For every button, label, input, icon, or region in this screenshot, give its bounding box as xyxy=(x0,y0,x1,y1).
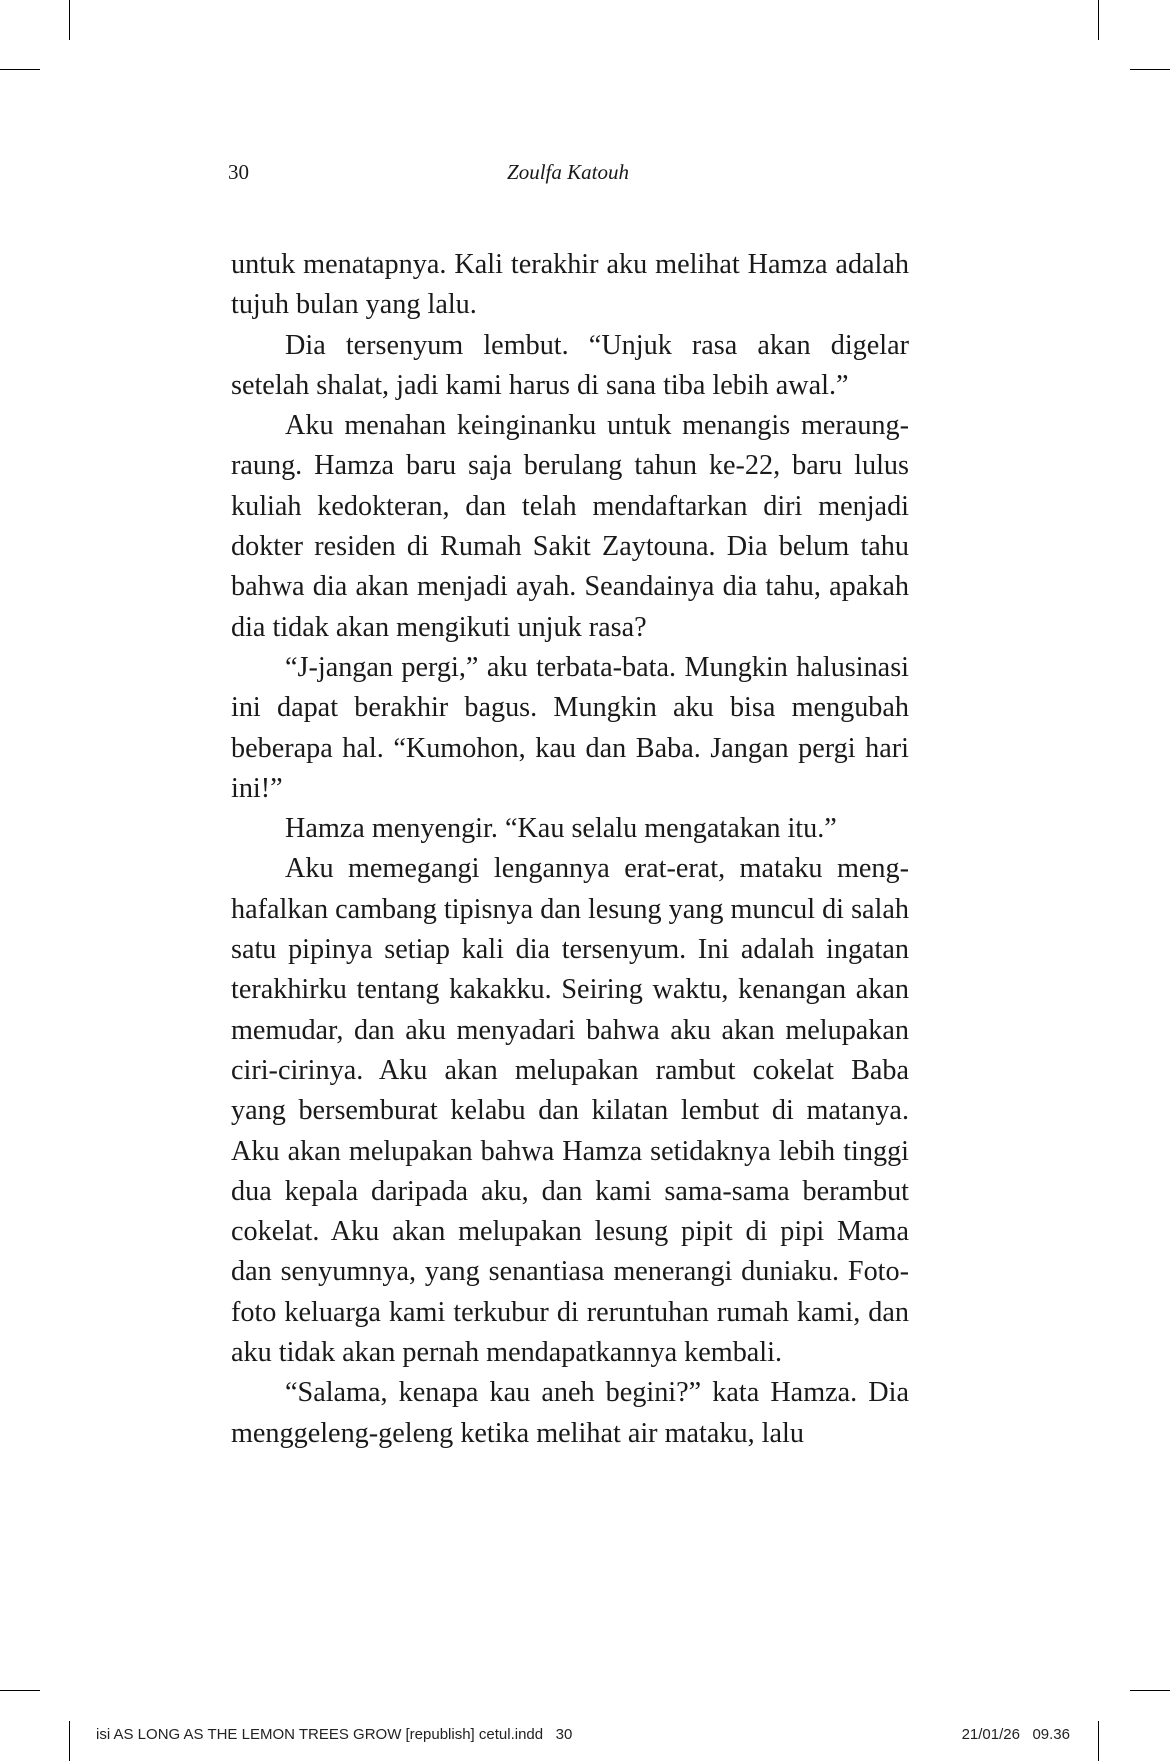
paragraph-6: Aku memegangi lengannya erat-erat, mataku menghafalkan cambang tipisnya dan lesung yang muncul di salah satu pipinya setiap kali dia tersenyum. Ini adalah ingatan terakhirku tentang kakakku. Seiring waktu, kenangan akan memudar, dan aku menyadari bahwa aku akan melupakan ciri-cirinya. Aku akan melupakan rambut cokelat Baba yang bersemburat kelabu dan kilatan lembut di matanya. Aku akan melupakan bahwa Hamza setidaknya lebih tinggi dua kepala daripada aku, dan kami sama-sama berambut cokelat. Aku akan melupakan lesung pipit di pipi Mama dan senyumnya, yang senantiasa menerangi duniaku. Foto-foto keluarga kami terkubur di reruntuhan rumah kami, dan aku tidak akan pernah mendapatkannya kembali. xyxy=(231,853,909,1369)
slug-file-info: isi AS LONG AS THE LEMON TREES GROW [republish] cetul.indd 30 xyxy=(96,1726,573,1743)
printer-slug xyxy=(0,1726,1170,1750)
body-text xyxy=(231,245,909,1454)
crop-mark-bottom-left-h xyxy=(0,1690,40,1691)
crop-mark-top-left xyxy=(69,0,70,40)
paragraph-5: Hamza menyengir. “Kau selalu mengatakan itu.” xyxy=(285,813,837,845)
crop-mark-top-right xyxy=(1098,0,1099,40)
paragraph-3: Aku menahan keinginanku untuk menangis meraung-raung. Hamza baru saja berulang tahun ke-22, baru lulus kuliah kedokteran, dan telah mendaftarkan diri menjadi dokter residen di Rumah Sakit Zaytouna. Dia belum tahu bahwa dia akan menjadi ayah. Seandainya dia tahu, apakah dia tidak akan mengikuti unjuk rasa? xyxy=(231,410,909,643)
paragraph-1: untuk menatapnya. Kali terakhir aku melihat Hamza adalah tujuh bulan yang lalu. xyxy=(231,249,909,321)
page-number: 30 xyxy=(228,160,249,184)
paragraph-4: “J-jangan pergi,” aku terbata-bata. Mungkin halusinasi ini dapat berakhir bagus. Mungkin aku bisa mengubah beberapa hal. “Kumohon, kau dan Baba. Jangan pergi hari ini!” xyxy=(231,651,909,804)
paragraph-7: “Salama, kenapa kau aneh begini?” kata Hamza. Dia menggeleng-geleng ketika melihat air mataku, lalu xyxy=(231,1377,909,1449)
crop-mark-top-left-h xyxy=(0,69,40,70)
running-head xyxy=(228,160,908,190)
slug-date-time: 21/01/26 09.36 xyxy=(961,1726,1070,1743)
paragraph-2: Dia tersenyum lembut. “Unjuk rasa akan digelar setelah shalat, jadi kami harus di sana tiba lebih awal.” xyxy=(231,329,909,401)
crop-mark-top-right-h xyxy=(1130,69,1170,70)
running-title: Zoulfa Katouh xyxy=(507,160,629,184)
crop-mark-bottom-right-h xyxy=(1130,1690,1170,1691)
